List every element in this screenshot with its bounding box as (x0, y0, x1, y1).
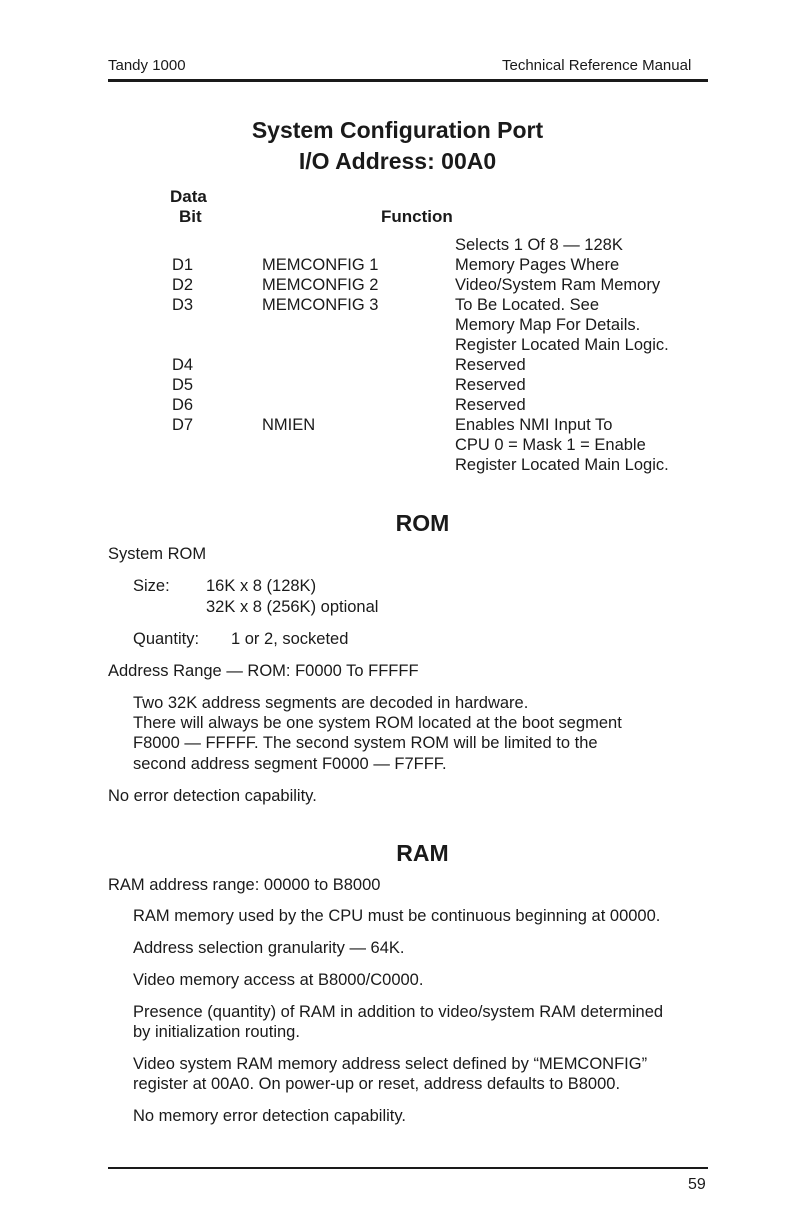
desc-line: CPU 0 = Mask 1 = Enable (455, 436, 646, 454)
header-left: Tandy 1000 (108, 57, 186, 74)
size-value-2: 32K x 8 (256K) optional (206, 598, 379, 616)
desc-line: Reserved (455, 396, 526, 414)
desc-line: Register Located Main Logic. (455, 336, 669, 354)
bit-d4: D4 (172, 356, 194, 374)
page-subtitle: I/O Address: 00A0 (298, 148, 497, 174)
page-title: System Configuration Port (251, 117, 544, 143)
bit-d5: D5 (172, 376, 194, 394)
system-rom-label: System ROM (108, 545, 207, 563)
rom-paragraph-line: F8000 — FFFFF. The second system ROM will be limited to the (133, 734, 598, 752)
rom-heading: ROM (395, 510, 450, 536)
desc-line: Memory Map For Details. (455, 316, 641, 334)
rom-no-error: No error detection capability. (108, 787, 317, 805)
bit-d1: D1 (172, 256, 194, 274)
footer-rule (108, 1167, 708, 1169)
desc-line: Reserved (455, 356, 526, 374)
ram-item: register at 00A0. On power-up or reset, address defaults to B8000. (133, 1075, 621, 1093)
size-value-1: 16K x 8 (128K) (206, 577, 317, 595)
page-number: 59 (688, 1176, 706, 1193)
col-bit: Bit (179, 207, 202, 226)
desc-line: Selects 1 Of 8 — 128K (455, 236, 623, 254)
name-nmien: NMIEN (262, 416, 316, 434)
rom-paragraph-line: There will always be one system ROM located at the boot segment (133, 714, 622, 732)
rom-paragraph-line: Two 32K address segments are decoded in hardware. (133, 694, 529, 712)
size-label: Size: (133, 577, 170, 595)
desc-line: Reserved (455, 376, 526, 394)
bit-d7: D7 (172, 416, 194, 434)
desc-line: Register Located Main Logic. (455, 456, 669, 474)
desc-line: Video/System Ram Memory (455, 276, 661, 294)
desc-line: To Be Located. See (455, 296, 600, 314)
col-data: Data (170, 187, 207, 206)
ram-item: by initialization routing. (133, 1023, 300, 1041)
col-function: Function (381, 207, 453, 226)
desc-line: Memory Pages Where (455, 256, 620, 274)
ram-item: Address selection granularity — 64K. (133, 939, 405, 957)
bit-d3: D3 (172, 296, 194, 314)
name-memconfig-3: MEMCONFIG 3 (262, 296, 379, 314)
name-memconfig-2: MEMCONFIG 2 (262, 276, 379, 294)
ram-item: Video memory access at B8000/C0000. (133, 971, 424, 989)
quantity-label: Quantity: (133, 630, 200, 648)
desc-line: Enables NMI Input To (455, 416, 613, 434)
ram-range: RAM address range: 00000 to B8000 (108, 876, 381, 894)
bit-d6: D6 (172, 396, 194, 414)
address-range: Address Range — ROM: F0000 To FFFFF (108, 662, 419, 680)
ram-item: No memory error detection capability. (133, 1107, 406, 1125)
quantity-value: 1 or 2, socketed (231, 630, 349, 648)
header-rule (108, 79, 708, 82)
name-memconfig-1: MEMCONFIG 1 (262, 256, 379, 274)
ram-heading: RAM (396, 840, 449, 866)
ram-item: Presence (quantity) of RAM in addition to video/system RAM determined (133, 1003, 664, 1021)
header-right: Technical Reference Manual (502, 57, 692, 74)
ram-item: RAM memory used by the CPU must be continuous beginning at 00000. (133, 907, 661, 925)
bit-d2: D2 (172, 276, 194, 294)
rom-paragraph-line: second address segment F0000 — F7FFF. (133, 755, 447, 773)
ram-item: Video system RAM memory address select defined by “MEMCONFIG” (133, 1055, 648, 1073)
